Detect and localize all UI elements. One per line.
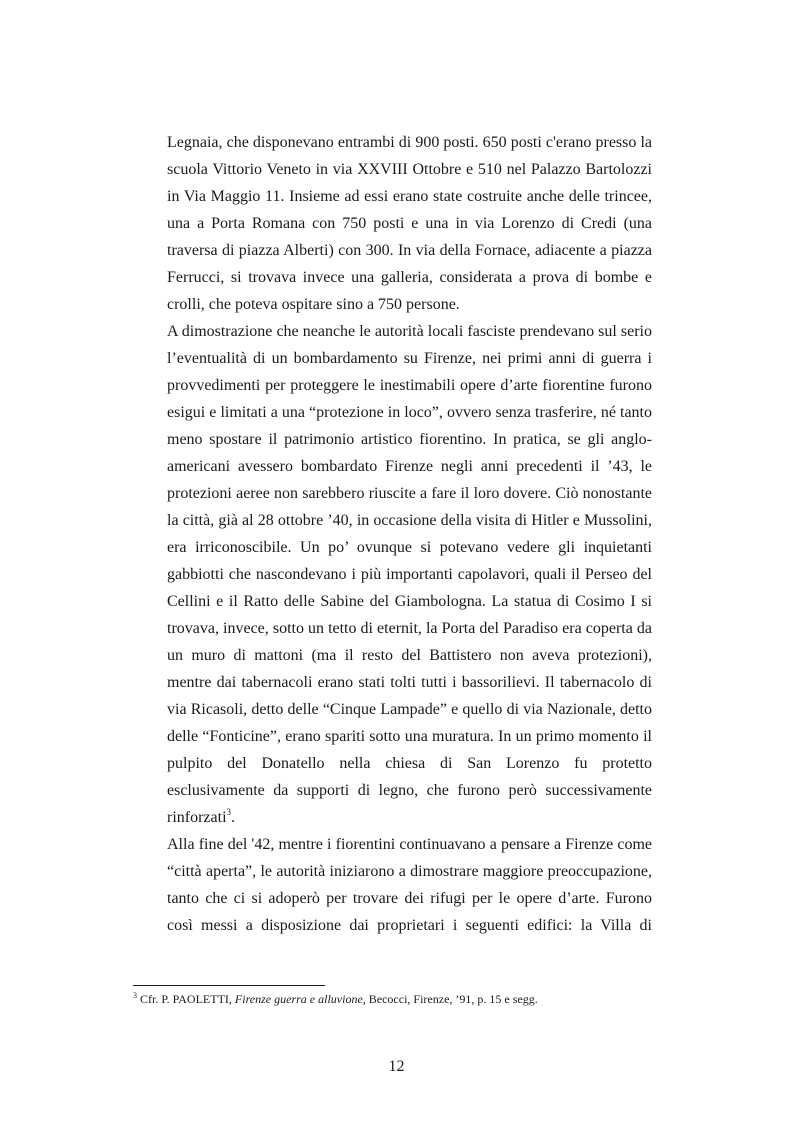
footnote-prefix: Cfr. P. PAOLETTI, — [137, 992, 235, 1006]
text-line: Ferrucci, si trovava invece una galleria, considerata a prova di bombe e — [167, 269, 652, 286]
text-line: un muro di mattoni (ma il resto del Battistero non aveva protezioni), — [167, 647, 652, 664]
text-line: pulpito del Donatello nella chiesa di San Lorenzo fu protetto — [167, 755, 652, 772]
footnote-suffix: , Becocci, Firenze, ’91, p. 15 e segg. — [362, 992, 538, 1006]
text-line: così messi a disposizione dai proprietari i seguenti edifici: la Villa di — [167, 917, 652, 934]
text-line: americani avessero bombardato Firenze negli anni precedenti il ’43, le — [167, 458, 652, 475]
text-line: rinforzati$^3$. — [167, 807, 236, 826]
text-line-content: rinforzati — [167, 809, 227, 826]
text-line: mentre dai tabernacoli erano stati tolti tutti i bassorilievi. Il tabernacolo di — [167, 674, 652, 691]
text-line: Legnaia, che disponevano entrambi di 900 posti. 650 posti c'erano presso la — [167, 134, 652, 151]
text-line: protezioni aeree non sarebbero riuscite a fare il loro dovere. Ciò nonostante — [167, 485, 652, 502]
text-line: trovava, invece, sotto un tetto di eternit, la Porta del Paradiso era coperta da — [167, 620, 652, 637]
text-line: Alla fine del '42, mentre i fiorentini continuavano a pensare a Firenze come — [167, 836, 652, 853]
text-line: una a Porta Romana con 750 posti e una in via Lorenzo di Credi (una — [167, 215, 652, 232]
footnote-separator — [133, 985, 325, 986]
text-line: esigui e limitati a una “protezione in loco”, ovvero senza trasferire, né tanto — [167, 404, 652, 421]
text-line: gabbiotti che nascondevano i più importanti capolavori, quali il Perseo del — [167, 566, 652, 583]
text-line: via Ricasoli, detto delle “Cinque Lampade” e quello di via Nazionale, detto — [167, 701, 652, 718]
footnote-title: Firenze guerra e alluvione — [234, 992, 363, 1006]
text-line: Cellini e il Ratto delle Sabine del Giambologna. La statua di Cosimo I si — [167, 593, 652, 610]
text-line: meno spostare il patrimonio artistico fiorentino. In pratica, se gli anglo- — [167, 431, 652, 448]
text-line: scuola Vittorio Veneto in via XXVIII Ottobre e 510 nel Palazzo Bartolozzi — [167, 161, 652, 178]
text-line: l’eventualità di un bombardamento su Firenze, nei primi anni di guerra i — [167, 350, 652, 367]
text-line: traversa di piazza Alberti) con 300. In via della Fornace, adiacente a piazza — [167, 242, 652, 259]
footnote-marker: 3 — [133, 991, 137, 1000]
text-line: delle “Fonticine”, erano spariti sotto una muratura. In un primo momento il — [167, 728, 652, 745]
text-line: “città aperta”, le autorità iniziarono a dimostrare maggiore preoccupazione, — [167, 863, 652, 880]
text-line: in Via Maggio 11. Insieme ad essi erano state costruite anche delle trincee, — [167, 188, 652, 205]
page-number: 12 — [388, 1058, 405, 1075]
text-line: esclusivamente da supporti di legno, che furono però successivamente — [167, 782, 652, 799]
text-line: tanto che ci si adoperò per trovare dei rifugi per le opere d’arte. Furono — [167, 890, 652, 907]
text-line: la città, già al 28 ottobre ’40, in occasione della visita di Hitler e Mussolini, — [167, 512, 652, 529]
text-line: crolli, che poteva ospitare sino a 750 persone. — [167, 296, 460, 313]
footnote — [133, 991, 653, 1007]
text-line: era irriconoscibile. Un po’ ovunque si potevano vedere gli inquietanti — [167, 539, 652, 556]
text-line: provvedimenti per proteggere le inestimabili opere d’arte fiorentine furono — [167, 377, 652, 394]
text-line: A dimostrazione che neanche le autorità locali fasciste prendevano sul serio — [167, 323, 652, 340]
footnote-reference: 3 — [226, 807, 232, 817]
